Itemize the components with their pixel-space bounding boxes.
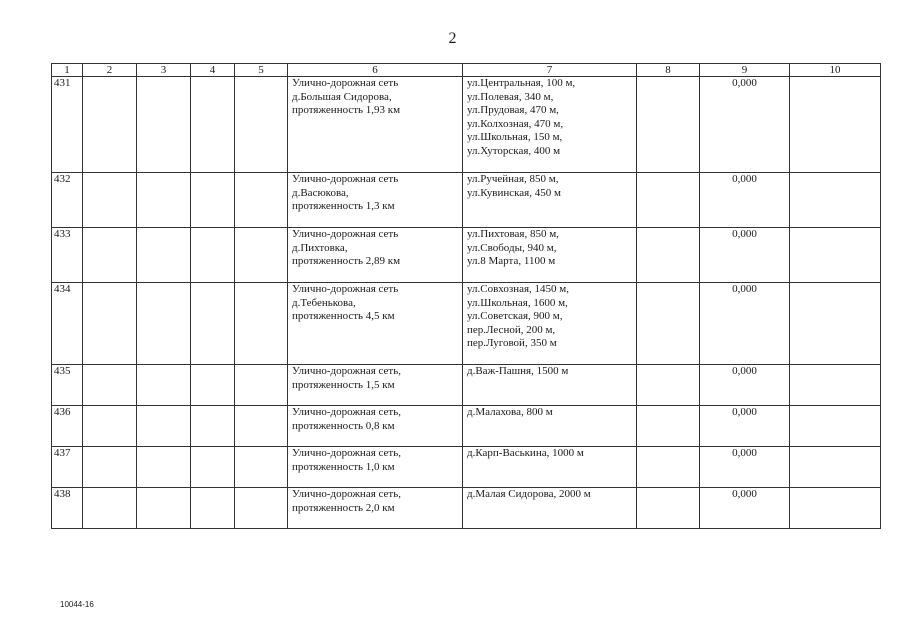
column-header-6: 6 [288, 64, 463, 77]
value-cell: 0,000 [700, 228, 790, 283]
streets-line: ул.Школьная, 1600 м, [467, 296, 568, 309]
cell-col-3 [137, 173, 191, 228]
streets-line: ул.Ручейная, 850 м, [467, 173, 559, 185]
column-header-4: 4 [191, 64, 235, 77]
cell-col-4 [191, 173, 235, 228]
table-row [52, 488, 881, 529]
streets-line: д.Карп-Васькина, 1000 м [467, 447, 584, 459]
name-line: Улично-дорожная сеть [292, 228, 399, 240]
cell-col-8 [637, 406, 700, 447]
value-cell: 0,000 [700, 77, 790, 173]
table-body [52, 77, 881, 529]
name-line: д.Тебенькова, [292, 296, 356, 309]
streets-line: пер.Лесной, 200 м, [467, 323, 556, 336]
value-cell: 0,000 [700, 488, 790, 529]
streets-line: ул.Прудовая, 470 м, [467, 104, 559, 116]
cell-col-5 [235, 365, 288, 406]
object-name-cell [288, 283, 463, 365]
streets-cell [463, 406, 637, 447]
row-number-cell: 433 [52, 228, 83, 283]
name-line: Улично-дорожная сеть, [292, 365, 401, 377]
column-header-7: 7 [463, 64, 637, 77]
cell-col-5 [235, 173, 288, 228]
cell-col-10 [790, 406, 881, 447]
streets-line: ул.Кувинская, 450 м [467, 186, 561, 199]
cell-col-3 [137, 283, 191, 365]
name-line: протяженность 2,89 км [292, 255, 401, 267]
document-code: 10044-16 [60, 600, 94, 609]
cell-col-10 [790, 228, 881, 283]
cell-col-4 [191, 228, 235, 283]
name-line: Улично-дорожная сеть [292, 173, 399, 185]
streets-line: пер.Луговой, 350 м [467, 337, 557, 349]
row-number-cell: 438 [52, 488, 83, 529]
object-name-cell [288, 488, 463, 529]
streets-line: д.Важ-Пашня, 1500 м [467, 365, 569, 377]
streets-line: ул.Центральная, 100 м, [467, 77, 576, 89]
cell-col-3 [137, 77, 191, 173]
cell-col-2 [83, 406, 137, 447]
cell-col-3 [137, 365, 191, 406]
streets-line: ул.Полевая, 340 м, [467, 90, 554, 103]
row-number-cell: 435 [52, 365, 83, 406]
column-header-5: 5 [235, 64, 288, 77]
table-header [52, 64, 881, 77]
streets-cell [463, 447, 637, 488]
cell-col-5 [235, 77, 288, 173]
cell-col-2 [83, 365, 137, 406]
streets-cell [463, 228, 637, 283]
name-line: протяженность 4,5 км [292, 310, 395, 322]
cell-col-10 [790, 283, 881, 365]
name-line: д.Большая Сидорова, [292, 90, 392, 103]
cell-col-10 [790, 77, 881, 173]
cell-col-8 [637, 365, 700, 406]
name-line: Улично-дорожная сеть, [292, 488, 401, 500]
column-header-8: 8 [637, 64, 700, 77]
name-line: Улично-дорожная сеть, [292, 406, 401, 418]
value-cell: 0,000 [700, 365, 790, 406]
streets-cell [463, 283, 637, 365]
cell-col-2 [83, 173, 137, 228]
streets-line: ул.Свободы, 940 м, [467, 241, 557, 254]
value-cell: 0,000 [700, 283, 790, 365]
table-row [52, 365, 881, 406]
table-row [52, 228, 881, 283]
streets-cell [463, 173, 637, 228]
table-row [52, 283, 881, 365]
cell-col-8 [637, 447, 700, 488]
streets-cell [463, 488, 637, 529]
value-cell: 0,000 [700, 406, 790, 447]
value-cell: 0,000 [700, 447, 790, 488]
column-header-1: 1 [52, 64, 83, 77]
table-row [52, 447, 881, 488]
streets-line: д.Малахова, 800 м [467, 406, 553, 418]
row-number-cell: 436 [52, 406, 83, 447]
cell-col-10 [790, 488, 881, 529]
cell-col-4 [191, 283, 235, 365]
cell-col-2 [83, 228, 137, 283]
column-header-9: 9 [700, 64, 790, 77]
streets-cell [463, 77, 637, 173]
table-row [52, 173, 881, 228]
cell-col-3 [137, 447, 191, 488]
column-header-2: 2 [83, 64, 137, 77]
value-cell: 0,000 [700, 173, 790, 228]
streets-line: ул.Пихтовая, 850 м, [467, 228, 559, 240]
row-number-cell: 431 [52, 77, 83, 173]
cell-col-4 [191, 365, 235, 406]
name-line: протяженность 1,0 км [292, 460, 395, 473]
object-name-cell [288, 365, 463, 406]
cell-col-4 [191, 406, 235, 447]
cell-col-8 [637, 173, 700, 228]
cell-col-8 [637, 228, 700, 283]
cell-col-3 [137, 488, 191, 529]
cell-col-4 [191, 488, 235, 529]
cell-col-2 [83, 77, 137, 173]
streets-line: ул.Школьная, 150 м, [467, 131, 563, 143]
cell-col-8 [637, 77, 700, 173]
column-number-row [52, 64, 881, 77]
cell-col-10 [790, 447, 881, 488]
cell-col-10 [790, 173, 881, 228]
registry-table [51, 63, 881, 529]
cell-col-5 [235, 406, 288, 447]
name-line: протяженность 1,93 км [292, 104, 401, 116]
cell-col-5 [235, 228, 288, 283]
name-line: Улично-дорожная сеть, [292, 447, 401, 459]
name-line: протяженность 0,8 км [292, 419, 395, 432]
table-row [52, 77, 881, 173]
row-number-cell: 437 [52, 447, 83, 488]
cell-col-5 [235, 447, 288, 488]
name-line: протяженность 1,3 км [292, 200, 395, 212]
cell-col-2 [83, 447, 137, 488]
cell-col-2 [83, 488, 137, 529]
object-name-cell [288, 173, 463, 228]
cell-col-10 [790, 365, 881, 406]
cell-col-2 [83, 283, 137, 365]
object-name-cell [288, 447, 463, 488]
cell-col-4 [191, 447, 235, 488]
streets-line: ул.Советская, 900 м, [467, 310, 563, 322]
cell-col-3 [137, 228, 191, 283]
cell-col-8 [637, 283, 700, 365]
row-number-cell: 434 [52, 283, 83, 365]
streets-line: ул.Совхозная, 1450 м, [467, 283, 570, 295]
streets-line: ул.8 Марта, 1100 м [467, 255, 556, 267]
streets-line: ул.Хуторская, 400 м [467, 144, 561, 157]
cell-col-8 [637, 488, 700, 529]
name-line: Улично-дорожная сеть [292, 77, 399, 89]
object-name-cell [288, 77, 463, 173]
name-line: д.Васюкова, [292, 186, 349, 199]
cell-col-3 [137, 406, 191, 447]
name-line: д.Пихтовка, [292, 241, 348, 254]
table-row [52, 406, 881, 447]
object-name-cell [288, 406, 463, 447]
cell-col-5 [235, 488, 288, 529]
cell-col-5 [235, 283, 288, 365]
name-line: Улично-дорожная сеть [292, 283, 399, 295]
page-number: 2 [448, 30, 457, 47]
column-header-10: 10 [790, 64, 881, 77]
streets-line: ул.Колхозная, 470 м, [467, 117, 564, 130]
object-name-cell [288, 228, 463, 283]
row-number-cell: 432 [52, 173, 83, 228]
streets-cell [463, 365, 637, 406]
cell-col-4 [191, 77, 235, 173]
column-header-3: 3 [137, 64, 191, 77]
streets-line: д.Малая Сидорова, 2000 м [467, 488, 591, 500]
name-line: протяженность 1,5 км [292, 378, 395, 391]
name-line: протяженность 2,0 км [292, 501, 395, 514]
